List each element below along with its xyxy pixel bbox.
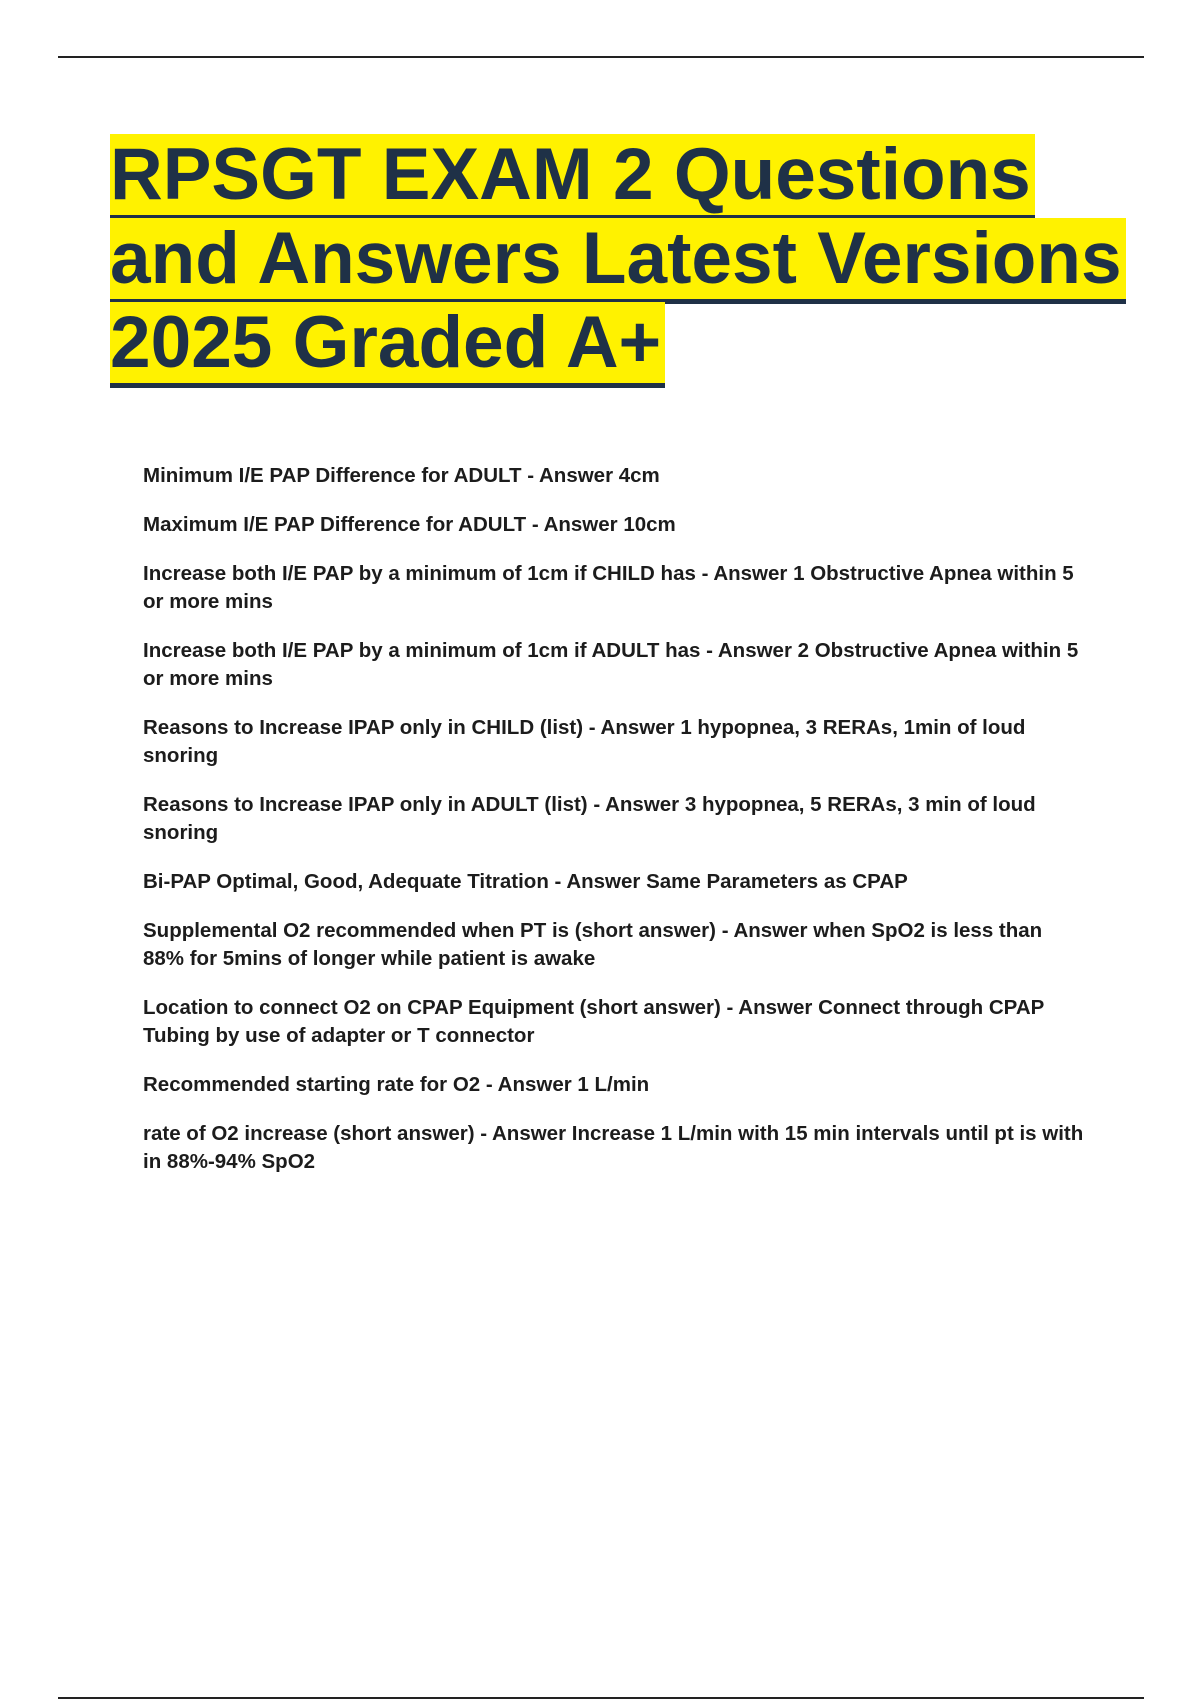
qa-question: Minimum I/E PAP Difference for ADULT xyxy=(143,464,522,487)
qa-answer: 2 Obstructive Apnea within 5 or more mins xyxy=(143,639,1079,690)
top-rule xyxy=(58,56,1144,58)
qa-separator: - Answer xyxy=(695,562,794,585)
qa-separator: - Answer xyxy=(700,639,798,662)
qa-item xyxy=(143,1120,1088,1176)
qa-answer: Same Parameters as CPAP xyxy=(646,870,908,893)
qa-separator: - Answer xyxy=(480,1073,578,1096)
qa-separator: - Answer xyxy=(474,1122,572,1145)
qa-question: Increase both I/E PAP by a minimum of 1cm if CHILD has xyxy=(143,562,696,585)
qa-item xyxy=(143,637,1088,693)
qa-question: Reasons to Increase IPAP only in ADULT (list) xyxy=(143,793,588,816)
qa-item xyxy=(143,791,1088,847)
qa-separator: - Answer xyxy=(720,996,819,1019)
qa-answer: Increase 1 L/min with 15 min intervals until pt is with in 88%-94% SpO2 xyxy=(143,1122,1084,1173)
qa-answer: 3 hypopnea, 5 RERAs, 3 min of loud snoring xyxy=(143,793,1036,844)
qa-question: Reasons to Increase IPAP only in CHILD (list) xyxy=(143,716,584,739)
qa-question: Increase both I/E PAP by a minimum of 1cm if ADULT has xyxy=(143,639,701,662)
qa-separator: - Answer xyxy=(716,919,814,942)
qa-item xyxy=(143,994,1088,1050)
qa-answer: 1 Obstructive Apnea within 5 or more mins xyxy=(143,562,1074,613)
qa-question: Recommended starting rate for O2 xyxy=(143,1073,481,1096)
qa-separator: - Answer xyxy=(583,716,681,739)
qa-question: Bi-PAP Optimal, Good, Adequate Titration xyxy=(143,870,549,893)
qa-item xyxy=(143,868,1088,896)
bottom-rule xyxy=(58,1697,1144,1699)
qa-item xyxy=(143,462,1088,490)
qa-answer: 10cm xyxy=(623,513,676,536)
qa-separator: - Answer xyxy=(548,870,647,893)
qa-item xyxy=(143,1071,1088,1099)
qa-question: Location to connect O2 on CPAP Equipment (short answer) xyxy=(143,996,721,1019)
qa-item xyxy=(143,917,1088,973)
document-title xyxy=(110,133,1140,385)
qa-item xyxy=(143,714,1088,770)
qa-separator: - Answer xyxy=(526,513,624,536)
qa-item xyxy=(143,511,1088,539)
qa-list xyxy=(143,462,1088,1197)
qa-separator: - Answer xyxy=(587,793,685,816)
qa-answer: 1 L/min xyxy=(577,1073,650,1096)
qa-answer: when SpO2 is less than 88% for 5mins of longer while patient is awake xyxy=(143,919,1043,970)
qa-answer: 1 hypopnea, 3 RERAs, 1min of loud snoring xyxy=(143,716,1026,767)
qa-separator: - Answer xyxy=(521,464,619,487)
qa-answer: 4cm xyxy=(618,464,660,487)
qa-question: Maximum I/E PAP Difference for ADULT xyxy=(143,513,527,536)
qa-question: rate of O2 increase (short answer) xyxy=(143,1122,475,1145)
qa-answer: Connect through CPAP Tubing by use of adapter or T connector xyxy=(143,996,1044,1047)
document-title-text: RPSGT EXAM 2 Questions and Answers Latest Versions 2025 Graded A+ xyxy=(110,134,1126,388)
qa-question: Supplemental O2 recommended when PT is (short answer) xyxy=(143,919,716,942)
qa-item xyxy=(143,560,1088,616)
